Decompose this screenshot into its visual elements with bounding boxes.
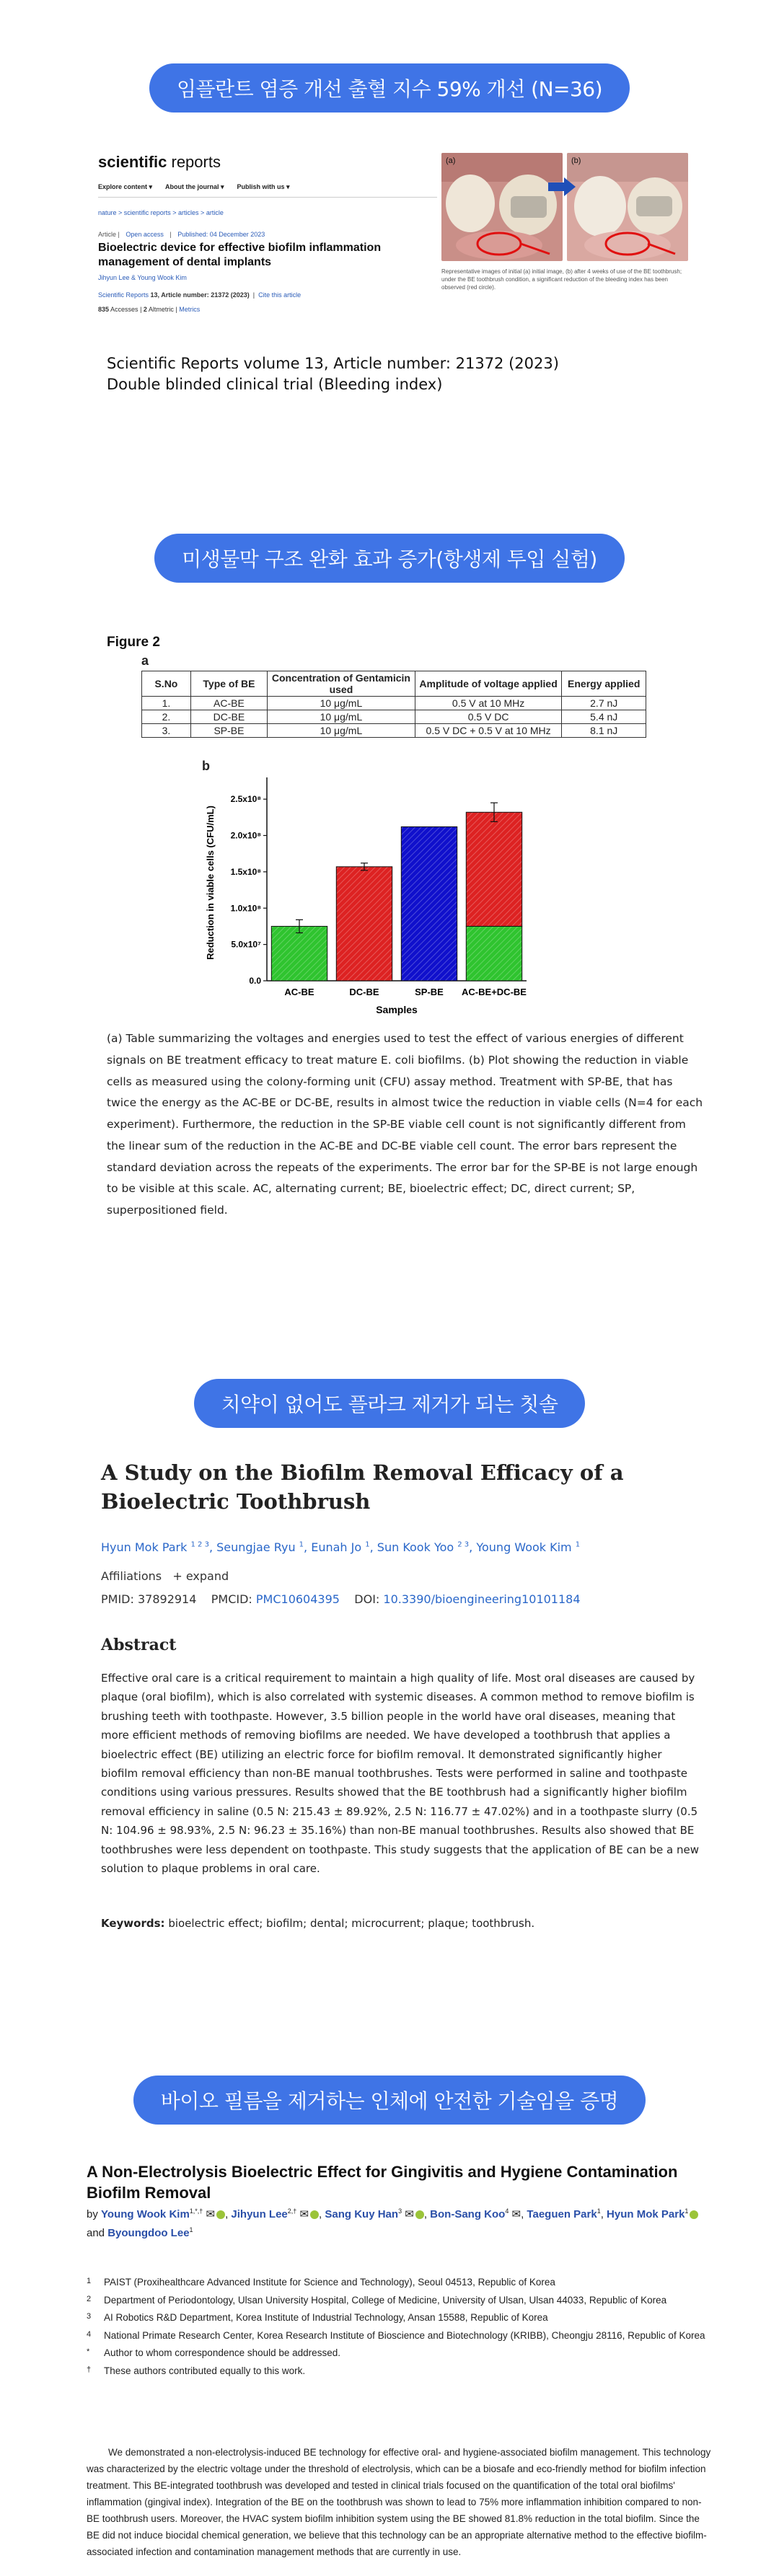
author-link[interactable]: Jihyun Lee <box>231 2208 288 2220</box>
photo-before <box>441 153 563 261</box>
article-metrics: 835 Accesses | 2 Altmetric | Metrics <box>98 306 201 313</box>
x-tick-label: AC-BE <box>284 987 314 997</box>
y-tick-label: 2.5x10⁸ <box>230 794 261 805</box>
citation-block <box>107 353 559 396</box>
author-link[interactable]: Seungjae Ryu $^1$ <box>216 1540 304 1554</box>
author-link[interactable]: Hyun Mok Park <box>607 2208 685 2220</box>
bar-dc-be-dc-be <box>336 867 392 981</box>
affiliations-label: Affiliations <box>101 1569 162 1583</box>
article-meta: Article | Open access | Published: 04 December 2023 <box>98 231 265 238</box>
svg-text:(a): (a) <box>446 156 456 165</box>
nav-explore[interactable]: Explore content ▾ <box>98 183 153 190</box>
bar-sp-be-sp-be <box>401 826 457 981</box>
y-tick-label: 1.0x10⁸ <box>230 903 261 914</box>
metrics-link[interactable]: Metrics <box>179 306 201 313</box>
affiliation-item: 4 National Primate Research Center, Korea Research Institute of Bioscience and Biotechnology (KRIBB), Cheongju 28116, Republic of Korea <box>87 2329 705 2341</box>
section1-heading-wrap <box>0 63 779 113</box>
orcid-icon[interactable] <box>216 2210 225 2219</box>
table-header-row <box>142 671 646 697</box>
section3-heading: 치약이 없어도 플라크 제거가 되는 칫솔 <box>194 1379 586 1428</box>
panel-b-label: b <box>202 759 210 773</box>
cite-this-article-link[interactable]: Cite this article <box>258 291 302 299</box>
author-link[interactable]: Sun Kook Yoo $^{2 3}$ <box>377 1540 470 1554</box>
author-link[interactable]: Young Wook Kim <box>101 2208 190 2220</box>
section4-heading-wrap <box>0 2076 779 2125</box>
author-link[interactable]: Taeguen Park <box>527 2208 597 2220</box>
paper2-abstract: Effective oral care is a critical requirement to maintain a high quality of life. Most oral diseases are caused by plaque (oral biofilm), which is also correlated with systemic diseases. A common method to remove biofilm is brushing teeth with toothpaste. However, 3.5 billion people in the world have oral diseases, meaning that more efficient methods of removing biofilms are needed. We have developed a toothbrush that applies a bioelectric effect (BE) utilizing an electric force for biofilm removal. It demonstrated significantly higher biofilm removal efficiency than non-BE manual toothbrushes. Tests were performed in saline and toothpaste conditions using various pressures. Results showed that the BE toothbrush had a significantly higher biofilm removal efficiency in saline (0.5 N: 215.43 ± 89.92%, 2.5 N: 116.77 ± 47.02%) and in a toothpaste slurry (0.5 N: 104.96 ± 98.93%, 2.5 N: 96.23 ± 35.16%) than non-BE manual toothbrushes. Results also showed that BE toothbrushes were less dependent on toothpaste. This study suggests that the application of BE can be a new solution to plaque problems in oral care. <box>101 1672 699 1875</box>
orcid-icon[interactable] <box>690 2210 698 2219</box>
scientific-reports-logo[interactable]: scientific reports <box>98 153 221 171</box>
author-link[interactable]: Eunah Jo $^1$ <box>311 1540 370 1554</box>
paper3-title: A Non-Electrolysis Bioelectric Effect for Gingivitis and Hygiene Contamination Biofilm Removal <box>87 2163 678 2202</box>
col-energy: Energy applied <box>562 671 646 697</box>
expand-affiliations-button[interactable]: + expand <box>172 1569 229 1583</box>
affiliation-item: 2 Department of Periodontology, Ulsan University Hospital, College of Medicine, University of Ulsan, Ulsan 44033, Republic of Korea <box>87 2294 667 2306</box>
section2-heading-wrap <box>0 534 779 583</box>
nav-about[interactable]: About the journal ▾ <box>165 183 224 190</box>
section2-heading: 미생물막 구조 완화 효과 증가(항생제 투입 실험) <box>154 534 625 583</box>
affiliations-row <box>101 1569 700 1583</box>
journal-nav <box>98 183 437 198</box>
pmcid-link[interactable]: PMC10604395 <box>255 1592 340 1606</box>
paper3-authors: by Young Wook Kim$^{1,*,\dagger}$ ✉ , Jihyun Lee$^{2,\dagger}$ ✉ , Sang Kuy Han$^3$ ✉ , Bon-Sang Koo$^4$ ✉, Taeguen Park$^1$, Hyun Mok Park$^1$ and Byoungdoo Lee$^1$ <box>87 2205 714 2244</box>
table-row: 2. DC-BE 10 μg/mL 0.5 V DC 5.4 nJ <box>142 710 646 724</box>
article-authors[interactable]: Jihyun Lee & Young Wook Kim <box>98 274 187 281</box>
figure-label: Figure 2 <box>107 635 160 650</box>
col-concentration: Concentration of Gentamicin used <box>268 671 415 697</box>
col-sno: S.No <box>142 671 191 697</box>
section1-heading: 임플란트 염증 개선 출혈 지수 59% 개선 (N=36) <box>149 63 630 113</box>
section4-heading: 바이오 필름을 제거하는 인체에 안전한 기술임을 증명 <box>133 2076 646 2125</box>
x-tick-label: SP-BE <box>415 987 444 997</box>
section3-heading-wrap <box>0 1379 779 1428</box>
author-link[interactable]: Bon-Sang Koo <box>430 2208 506 2220</box>
table-row: 3. SP-BE 10 μg/mL 0.5 V DC + 0.5 V at 10 MHz 8.1 nJ <box>142 724 646 738</box>
arrow-right-icon <box>548 176 577 198</box>
y-tick-label: 1.5x10⁸ <box>230 866 261 877</box>
bar-ac-be+dc-be-ac-be <box>466 926 521 981</box>
affiliation-item: 3 AI Robotics R&D Department, Korea Institute of Industrial Technology, Ansan 15588, Republic of Korea <box>87 2312 548 2324</box>
viable-cells-bar-chart <box>202 764 534 1024</box>
affiliation-item: 1 PAIST (Proxihealthcare Advanced Institute for Science and Technology), Seoul 04513, Republic of Korea <box>87 2277 555 2288</box>
doi-link[interactable]: 10.3390/bioengineering10101184 <box>383 1592 581 1606</box>
panel-a-label: a <box>141 653 149 668</box>
paper3-abstract: We demonstrated a non-electrolysis-induced BE technology for effective oral- and hygiene-associated biofilm management. This technology was characterized by the electric voltage under the threshold of electrolysis, which can be a biosafe and eco-friendly method for biofilm infection treatment. This BE-integrated toothbrush was developed and tested in clinical trials focused on the quantification of the total oral biofilms' inflammation (gingival index). Integration of the BE on the toothbrush was shown to lead to 75% more inflammation inhibition compared to non-BE toothbrush users. Moreover, the HVAC system biofilm inhibition system using the BE showed 81.8% reduction in the total biofilm. Since the BE did not induce biocidal chemical generation, we believe that this technology can be an appropriate alternative method to the effective biofilm-associated infection and contamination management methods that are currently in use. <box>87 2447 711 2557</box>
bar-ac-be+dc-be-dc-be <box>466 812 521 926</box>
y-tick-label: 2.0x10⁸ <box>230 830 261 841</box>
article-screenshot <box>98 153 437 340</box>
figure-caption: (a) Table summarizing the voltages and energies used to test the effect of various energies of different signals on BE treatment efficacy to treat mature E. coli biofilms. (b) Plot showing the reduction in viable cells as measured using the colony-forming unit (CFU) assay method. Treatment with SP-BE, that has twice the energy as the AC-BE or DC-BE, results in almost twice the reduction in viable cells (N=4 for each experiment). Furthermore, the reduction in the SP-BE viable cell count is not significantly different from the linear sum of the reduction in the AC-BE and DC-BE viable cell count. The error bars represent the standard deviation across the repeats of the experiments. The error bar for the SP-BE is not large enough to be visible at this scale. AC, alternating current; BE, bioelectric effect; DC, direct current; SP, superpositioned field. <box>107 1032 703 1217</box>
paper2-identifiers: PMID: 37892914 PMCID: PMC10604395 DOI: 10.3390/bioengineering10101184 <box>101 1592 581 1606</box>
photo-caption: Representative images of initial (a) initial image, (b) after 4 weeks of use of the BE toothbrush; under the BE toothbrush condition, a significant reduction of the bleeding index has been observed (red circle). <box>441 268 682 291</box>
svg-text:(b): (b) <box>571 156 581 165</box>
pmid: PMID: 37892914 <box>101 1592 197 1606</box>
paper2-title: A Study on the Biofilm Removal Efficacy of a Bioelectric Toothbrush <box>101 1460 624 1514</box>
article-title: Bioelectric device for effective biofilm inflammation management of dental implants <box>98 242 382 268</box>
be-parameters-table <box>141 671 646 738</box>
orcid-icon[interactable] <box>310 2210 319 2219</box>
y-tick-label: 0.0 <box>249 976 261 986</box>
y-axis-label: Reduction in viable cells (CFU/mL) <box>205 806 216 960</box>
breadcrumb[interactable]: nature > scientific reports > articles > article <box>98 209 224 216</box>
nav-publish[interactable]: Publish with us ▾ <box>237 183 290 190</box>
orcid-icon[interactable] <box>415 2210 424 2219</box>
article-citation: Scientific Reports 13, Article number: 21372 (2023) | Cite this article <box>98 291 302 299</box>
paper2-keywords: Keywords: bioelectric effect; biofilm; dental; microcurrent; plaque; toothbrush. <box>101 1917 535 1930</box>
citation-line2: Double blinded clinical trial (Bleeding index) <box>107 376 443 394</box>
bar-ac-be-ac-be <box>271 926 327 981</box>
affiliation-item: † These authors contributed equally to this work. <box>87 2365 306 2376</box>
paper3-affiliations <box>87 2275 714 2381</box>
abstract-heading: Abstract <box>101 1636 177 1654</box>
table-row: 1. AC-BE 10 μg/mL 0.5 V at 10 MHz 2.7 nJ <box>142 697 646 710</box>
photo-after <box>567 153 688 261</box>
citation-line1: Scientific Reports volume 13, Article number: 21372 (2023) <box>107 355 559 372</box>
author-link[interactable]: Hyun Mok Park $^{1 2 3}$ <box>101 1540 209 1554</box>
journal-link[interactable]: Scientific Reports <box>98 291 149 299</box>
x-axis-label: Samples <box>376 1004 418 1015</box>
author-link[interactable]: Sang Kuy Han <box>325 2208 399 2220</box>
x-tick-label: DC-BE <box>349 987 379 997</box>
author-link[interactable]: Young Wook Kim $^1$ <box>476 1540 581 1554</box>
author-link[interactable]: Byoungdoo Lee <box>107 2227 190 2240</box>
affiliation-item: * Author to whom correspondence should be addressed. <box>87 2347 340 2359</box>
x-tick-label: AC-BE+DC-BE <box>462 987 527 997</box>
col-type: Type of BE <box>190 671 267 697</box>
paper2-authors: Hyun Mok Park $^{1 2 3}$, Seungjae Ryu $^1$, Eunah Jo $^1$, Sun Kook Yoo $^{2 3}$, Young Wook Kim $^1$ <box>101 1540 581 1554</box>
col-amplitude: Amplitude of voltage applied <box>415 671 562 697</box>
y-tick-label: 5.0x10⁷ <box>231 939 261 950</box>
